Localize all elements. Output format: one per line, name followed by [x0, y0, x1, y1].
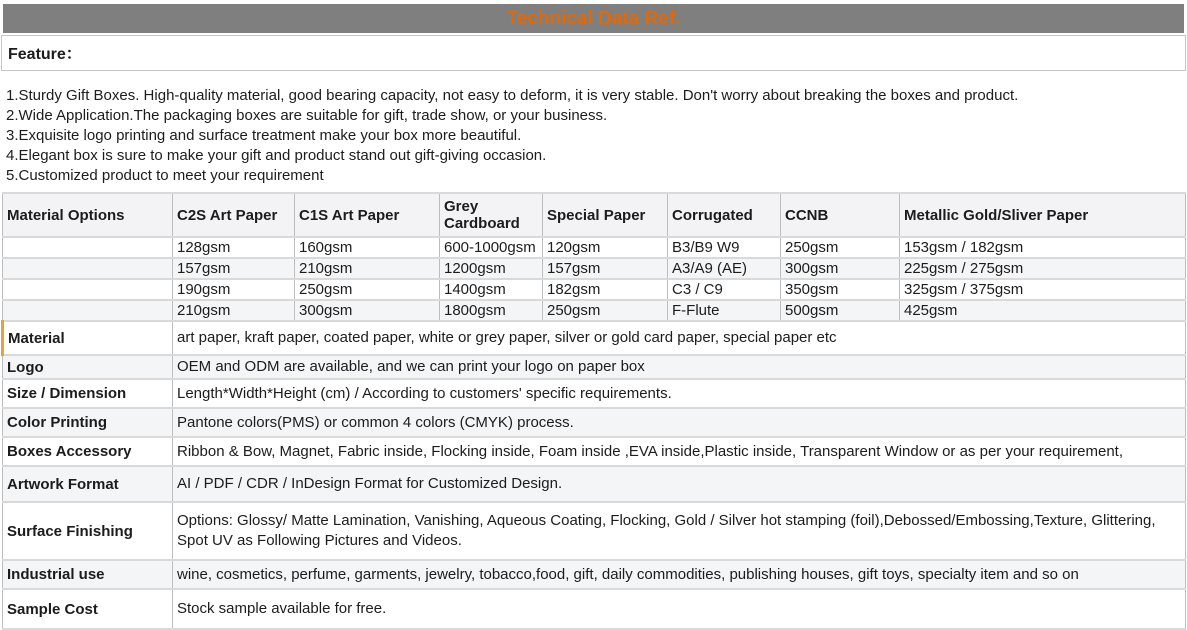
table-cell: 600-1000gsm: [440, 237, 543, 258]
table-cell: 1400gsm: [440, 279, 543, 300]
spec-row-size-dimension: [3, 379, 1186, 408]
table-header-row: [3, 193, 1186, 237]
spec-value: art paper, kraft paper, coated paper, white or grey paper, silver or gold card paper, special paper etc: [173, 321, 1186, 355]
spec-row-industrial-use: [3, 560, 1186, 589]
feature-item: 5.Customized product to meet your requirement: [6, 167, 324, 184]
table-cell: [3, 300, 173, 321]
table-cell: [3, 279, 173, 300]
table-cell: 1200gsm: [440, 258, 543, 279]
spec-row-surface-finishing: [3, 502, 1186, 560]
table-cell: 182gsm: [543, 279, 668, 300]
table-cell: [3, 258, 173, 279]
table-cell: 160gsm: [295, 237, 440, 258]
feature-section: [1, 35, 1186, 71]
table-cell: 190gsm: [173, 279, 295, 300]
column-header: C1S Art Paper: [295, 193, 440, 237]
spec-label: Surface Finishing: [3, 502, 173, 560]
table-row: [3, 258, 1186, 279]
feature-item: 3.Exquisite logo printing and surface treatment make your box more beautiful.: [6, 127, 522, 144]
spec-label: Sample Cost: [3, 589, 173, 629]
column-header: Grey Cardboard: [440, 193, 543, 237]
table-row: [3, 300, 1186, 321]
spec-label: Industrial use: [3, 560, 173, 589]
spec-value: Ribbon & Bow, Magnet, Fabric inside, Flocking inside, Foam inside ,EVA inside,Plastic inside, Transparent Window or as per your requirement,: [173, 437, 1186, 466]
spec-value: Stock sample available for free.: [173, 589, 1186, 629]
table-cell: A3/A9 (AE): [668, 258, 781, 279]
spec-label: Logo: [3, 355, 173, 379]
column-header: Material Options: [3, 193, 173, 237]
column-header: Corrugated: [668, 193, 781, 237]
spec-value: Length*Width*Height (cm) / According to customers' specific requirements.: [173, 379, 1186, 408]
spec-row-material: [3, 321, 1186, 355]
spec-row-sample-cost: [3, 589, 1186, 629]
table-cell: F-Flute: [668, 300, 781, 321]
table-cell: 120gsm: [543, 237, 668, 258]
spec-value: OEM and ODM are available, and we can print your logo on paper box: [173, 355, 1186, 379]
table-cell: 425gsm: [900, 300, 1186, 321]
spec-value: AI / PDF / CDR / InDesign Format for Customized Design.: [173, 466, 1186, 502]
spec-label: Boxes Accessory: [3, 437, 173, 466]
table-cell: [3, 237, 173, 258]
table-cell: 210gsm: [295, 258, 440, 279]
spec-label: Artwork Format: [3, 466, 173, 502]
spec-label: Size / Dimension: [3, 379, 173, 408]
table-cell: 300gsm: [295, 300, 440, 321]
column-header: C2S Art Paper: [173, 193, 295, 237]
feature-item: 2.Wide Application.The packaging boxes are suitable for gift, trade show, or your business.: [6, 107, 608, 124]
table-cell: 128gsm: [173, 237, 295, 258]
column-header: CCNB: [781, 193, 900, 237]
table-cell: 210gsm: [173, 300, 295, 321]
spec-row-artwork-format: [3, 466, 1186, 502]
table-cell: 300gsm: [781, 258, 900, 279]
spec-row-color-printing: [3, 408, 1186, 437]
table-cell: 500gsm: [781, 300, 900, 321]
table-cell: 225gsm / 275gsm: [900, 258, 1186, 279]
spec-row-boxes-accessory: [3, 437, 1186, 466]
table-cell: 250gsm: [781, 237, 900, 258]
spec-value: Options: Glossy/ Matte Lamination, Vanishing, Aqueous Coating, Flocking, Gold / Silver hot stamping (foil),Debossed/Embossing,Texture, Glittering, Spot UV as Following Pictures and Videos.: [173, 502, 1186, 560]
spec-label: Material: [3, 321, 173, 355]
table-row: [3, 237, 1186, 258]
feature-item: 1.Sturdy Gift Boxes. High-quality material, good bearing capacity, not easy to deform, it is very stable. Don't worry about breaking the boxes and product.: [6, 87, 1019, 104]
feature-list: [0, 71, 1187, 186]
spec-row-logo: [3, 355, 1186, 379]
table-cell: 250gsm: [543, 300, 668, 321]
table-cell: 325gsm / 375gsm: [900, 279, 1186, 300]
technical-data-table: [1, 192, 1186, 630]
column-header: Metallic Gold/Sliver Paper: [900, 193, 1186, 237]
table-cell: 157gsm: [543, 258, 668, 279]
table-cell: 157gsm: [173, 258, 295, 279]
spec-value: Pantone colors(PMS) or common 4 colors (CMYK) process.: [173, 408, 1186, 437]
table-cell: 153gsm / 182gsm: [900, 237, 1186, 258]
column-header: Special Paper: [543, 193, 668, 237]
table-cell: B3/B9 W9: [668, 237, 781, 258]
table-cell: 1800gsm: [440, 300, 543, 321]
table-cell: 250gsm: [295, 279, 440, 300]
feature-item: 4.Elegant box is sure to make your gift and product stand out gift-giving occasion.: [6, 147, 547, 164]
table-row: [3, 279, 1186, 300]
spec-value: wine, cosmetics, perfume, garments, jewelry, tobacco,food, gift, daily commodities, publishing houses, gift toys, specialty item and so on: [173, 560, 1186, 589]
table-cell: C3 / C9: [668, 279, 781, 300]
table-cell: 350gsm: [781, 279, 900, 300]
banner-title: Technical Data Ref.: [3, 4, 1184, 33]
feature-heading: Feature：: [8, 46, 82, 63]
spec-label: Color Printing: [3, 408, 173, 437]
